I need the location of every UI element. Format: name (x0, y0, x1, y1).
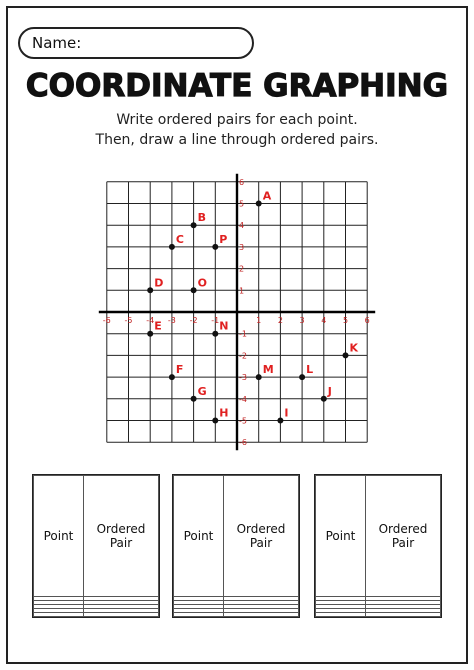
y-tick-label: 5 (239, 199, 245, 209)
ordered-pair-header: Ordered Pair (224, 476, 299, 597)
point-label-k: K (349, 341, 359, 355)
y-tick-label: -6 (239, 438, 247, 448)
ordered-pair-cell[interactable] (366, 613, 441, 617)
answer-table-1 (32, 474, 160, 618)
point-g (191, 396, 197, 402)
point-label-i: I (284, 406, 289, 420)
point-a (256, 201, 262, 207)
point-label-c: C (175, 232, 184, 246)
point-e (147, 331, 153, 337)
point-header: Point (174, 476, 224, 597)
point-cell[interactable] (174, 613, 224, 617)
y-tick-label: 6 (239, 177, 245, 187)
point-label-n: N (219, 319, 229, 333)
point-label-b: B (197, 211, 206, 225)
point-label-o: O (197, 276, 207, 290)
x-tick-label: -2 (189, 316, 198, 325)
point-label-f: F (175, 363, 184, 377)
y-tick-label: -5 (239, 416, 247, 426)
point-l (299, 374, 305, 380)
point-cell[interactable] (34, 613, 84, 617)
x-tick-label: -1 (211, 316, 220, 325)
x-tick-label: -3 (167, 316, 176, 325)
point-header: Point (316, 476, 366, 597)
worksheet-title: COORDINATE GRAPHING (25, 68, 449, 104)
point-p (212, 244, 218, 250)
point-f (169, 374, 175, 380)
point-o (191, 287, 197, 293)
x-tick-label: 4 (321, 316, 327, 325)
name-label: Name: (32, 34, 82, 52)
point-b (191, 222, 197, 228)
y-tick-label: 4 (239, 221, 245, 231)
y-tick-label: -1 (239, 329, 247, 339)
point-label-d: D (154, 276, 164, 290)
answer-table-3 (314, 474, 442, 618)
point-label-m: M (262, 363, 274, 377)
point-k (343, 352, 349, 358)
point-h (212, 418, 218, 424)
table-row (174, 613, 299, 617)
x-tick-label: 3 (299, 316, 305, 325)
table-row (316, 613, 441, 617)
point-label-e: E (154, 319, 162, 333)
point-i (277, 418, 283, 424)
table-row (34, 613, 159, 617)
point-header: Point (34, 476, 84, 597)
ordered-pair-header: Ordered Pair (366, 476, 441, 597)
y-tick-label: -3 (239, 373, 247, 383)
instructions-line-2: Then, draw a line through ordered pairs. (95, 132, 379, 148)
point-m (256, 374, 262, 380)
x-tick-label: 6 (364, 316, 370, 325)
point-label-l: L (306, 363, 314, 377)
y-tick-label: 1 (239, 286, 245, 296)
ordered-pair-cell[interactable] (224, 613, 299, 617)
point-n (212, 331, 218, 337)
y-tick-label: 3 (239, 242, 245, 252)
answer-table-2 (172, 474, 300, 618)
point-label-h: H (219, 406, 229, 420)
instructions-line-1: Write ordered pairs for each point. (116, 112, 358, 128)
ordered-pair-cell[interactable] (84, 613, 159, 617)
ordered-pair-header: Ordered Pair (84, 476, 159, 597)
point-label-j: J (327, 384, 332, 398)
point-c (169, 244, 175, 250)
x-tick-label: 2 (277, 316, 283, 325)
point-label-g: G (197, 384, 207, 398)
x-tick-label: -4 (146, 316, 155, 325)
point-j (321, 396, 327, 402)
x-tick-label: -6 (102, 316, 111, 325)
y-tick-label: -2 (239, 351, 247, 361)
point-label-p: P (219, 232, 228, 246)
point-label-a: A (262, 189, 272, 203)
x-tick-label: -5 (124, 316, 133, 325)
point-cell[interactable] (316, 613, 366, 617)
y-tick-label: -4 (239, 394, 247, 404)
x-tick-label: 5 (342, 316, 349, 325)
x-tick-label: 1 (256, 316, 262, 325)
y-tick-label: 2 (239, 264, 245, 274)
point-d (147, 287, 153, 293)
